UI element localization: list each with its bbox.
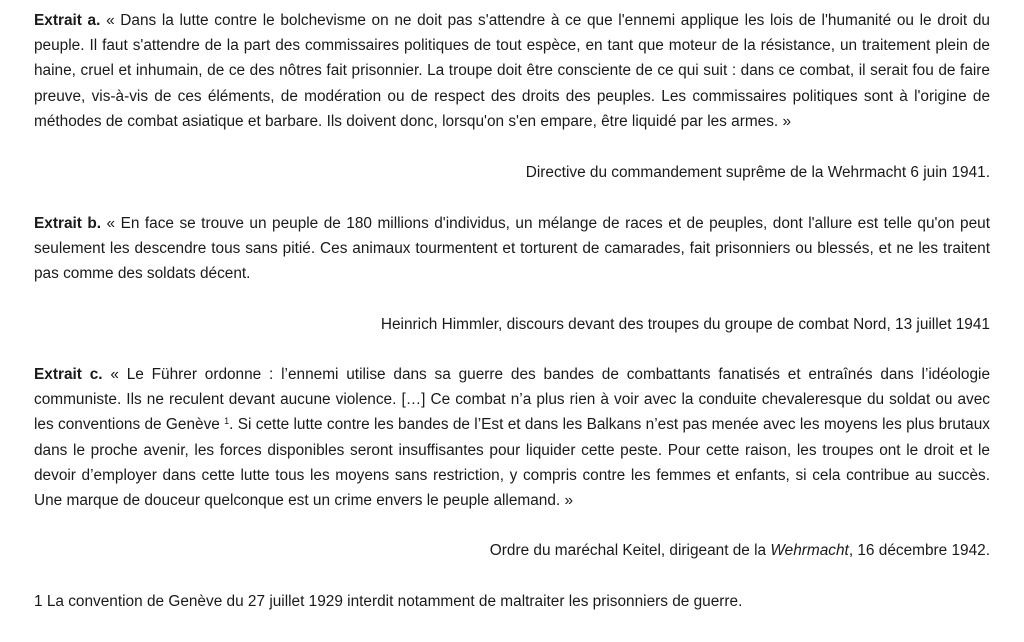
footnote-text: 1 La convention de Genève du 27 juillet 1929 interdit notamment de maltraiter les prisonniers de guerre.: [34, 593, 743, 610]
extrait-a-paragraph: [34, 8, 990, 134]
extrait-b-source: Heinrich Himmler, discours devant des troupes du groupe de combat Nord, 13 juillet 1941: [380, 316, 990, 333]
extrait-b-text: « En face se trouve un peuple de 180 millions d'individus, un mélange de races et de peuples, dont l'allure est telle qu'on peut seulement les descendre tous sans pitié. Ces animaux tourmentent et torturent de camarades, fait prisonniers ou blessés, et ne les traitent pas comme des soldats décent.: [34, 215, 991, 283]
extrait-c-source-after: , 16 décembre 1942.: [848, 542, 990, 559]
extrait-c-text-2: . Si cette lutte contre les bandes de l’Est et dans les Balkans n’est pas menée avec les moyens les plus brutaux dans le proche avenir, les forces disponibles seront insuffisantes pour liquider cette peste. Pour cette raison, les troupes ont le droit et le devoir d’employer dans cette lutte tous les moyens sans restriction, y compris contre les femmes et enfants, si cela contribue au succès. Une marque de douceur quelconque est un crime envers le peuple allemand. »: [34, 416, 990, 510]
extrait-a-text: « Dans la lutte contre le bolchevisme on ne doit pas s'attendre à ce que l'ennemi applique les lois de l'humanité ou le droit du peuple. Il faut s'attendre de la part des commissaires politiques de tout espèce, en tant que moteur de la résistance, un traitement plein de haine, cruel et inhumain, de ce des nôtres fait prisonnier. La troupe doit être consciente de ce qui suit : dans ce combat, il serait fou de faire preuve, vis-à-vis de ces éléments, de modération ou de respect des droits des peuples. Les commissaires politiques sont à l'origine de méthodes de combat asiatique et barbare. Ils doivent donc, lorsqu'on s'en empare, être liquidé par les armes. »: [34, 12, 990, 130]
footnote-reference: 1: [224, 416, 230, 427]
extrait-c-paragraph: [34, 362, 990, 513]
extrait-c-source: [34, 538, 990, 563]
extrait-c-label: Extrait c.: [34, 366, 103, 383]
extrait-c-source-italic: Wehrmacht: [770, 542, 849, 559]
extrait-c-text-1: « Le Führer ordonne : l’ennemi utilise dans sa guerre des bandes de combattants fanatisés et entraînés dans l’idéologie communiste. Ils ne reculent devant aucune violence. […] Ce combat n’a plus rien à voir avec la conduite chevaleresque du soldat ou avec les conventions de Genève: [34, 366, 990, 434]
extrait-a-label: Extrait a.: [34, 12, 101, 29]
extrait-b-label: Extrait b.: [34, 215, 102, 232]
extrait-b-paragraph: [34, 211, 990, 287]
extrait-c-source-before: Ordre du maréchal Keitel, dirigeant de la: [489, 542, 771, 559]
extrait-a-source: Directive du commandement suprême de la Wehrmacht 6 juin 1941.: [525, 164, 990, 181]
